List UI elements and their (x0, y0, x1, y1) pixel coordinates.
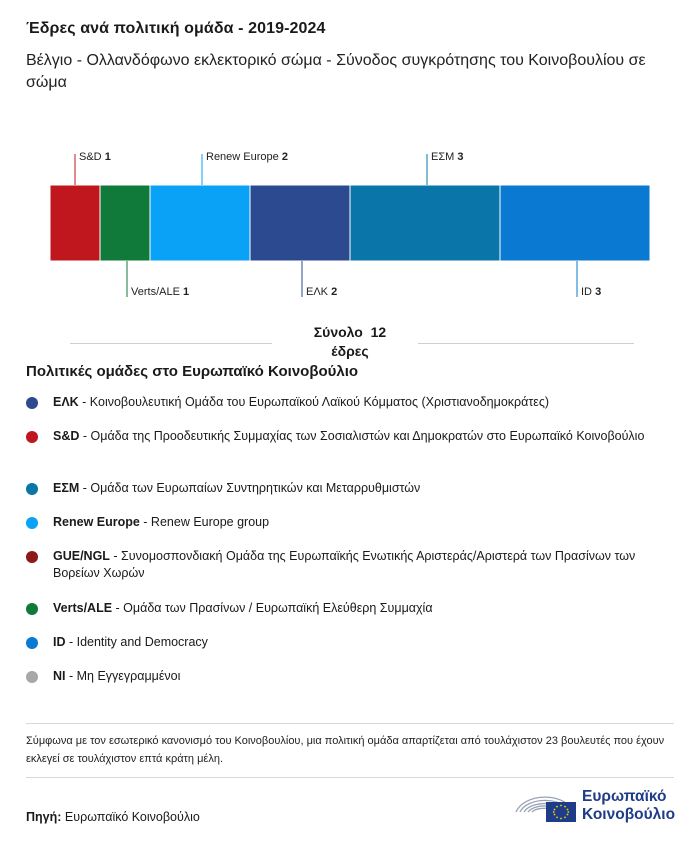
data-label-ελκ: ΕΛΚ 2 (306, 286, 338, 298)
total-value: 12 (370, 324, 387, 340)
total-label: Σύνολο (313, 324, 363, 340)
source (26, 810, 200, 824)
legend-item-renew-europe (26, 514, 683, 531)
legend-swatch (26, 671, 38, 683)
footnote: Σύμφωνα με τον εσωτερικό κανονισμό του Κοινοβουλίου, μια πολιτική ομάδα απαρτίζεται από τουλάχιστον 23 βουλευτές που έχουν εκλεγεί σε τουλάχιστον επτά κράτη μέλη. (26, 723, 674, 778)
bar-segment-εσμ (350, 185, 500, 261)
legend-name: - Ομάδα των Ευρωπαίων Συντηρητικών και Μεταρρυθμιστών (79, 481, 421, 495)
legend-item-gue-ngl (26, 548, 683, 582)
data-label-verts-ale: Verts/ALE 1 (131, 286, 190, 298)
legend-swatch (26, 483, 38, 495)
legend-abbr: ΕΛΚ (53, 395, 79, 409)
legend-name: - Κοινοβουλευτική Ομάδα του Ευρωπαϊκού Λαϊκού Κόμματος (Χριστιανοδημοκράτες) (78, 395, 550, 409)
legend-swatch (26, 637, 38, 649)
legend-item-s-d (26, 428, 683, 445)
logo-text-line2: Κοινοβούλιο (582, 806, 676, 823)
chart-subtitle: Βέλγιο - Ολλανδόφωνο εκλεκτορικό σώμα - Σύνοδος συγκρότησης του Κοινοβουλίου σε σώμα (26, 52, 646, 91)
data-label-εσμ: ΕΣΜ 3 (431, 151, 464, 163)
total-left-rule (70, 343, 272, 344)
bar-segment-renew-europe (150, 185, 250, 261)
bar-segment-verts-ale (100, 185, 150, 261)
legend-title: Πολιτικές ομάδες στο Ευρωπαϊκό Κοινοβούλιο (26, 363, 359, 380)
data-label-s-d: S&D 1 (79, 151, 111, 163)
legend-abbr: GUE/NGL (53, 549, 110, 563)
legend-item-verts-ale (26, 600, 683, 617)
legend-name: - Identity and Democracy (65, 635, 208, 649)
seat-bar-chart (0, 140, 700, 310)
legend-name: - Συνομοσπονδιακή Ομάδα της Ευρωπαϊκής Ενωτικής Αριστεράς/Αριστερά των Πρασίνων των Βορείων Χωρών (53, 549, 636, 580)
legend-item-id (26, 634, 683, 651)
legend-abbr: ID (53, 635, 66, 649)
source-value: Ευρωπαϊκό Κοινοβούλιο (64, 810, 200, 824)
legend-abbr: S&D (53, 429, 80, 443)
bar-segment-ελκ (250, 185, 350, 261)
bar-segment-s-d (50, 185, 100, 261)
legend-name: - Μη Εγγεγραμμένοι (65, 669, 181, 683)
chart-title: Έδρες ανά πολιτική ομάδα - 2019-2024 (26, 20, 326, 37)
legend-abbr: Verts/ALE (53, 601, 113, 615)
legend-abbr: Renew Europe (53, 515, 140, 529)
legend-name: - Ομάδα της Προοδευτικής Συμμαχίας των Σοσιαλιστών και Δημοκρατών στο Ευρωπαϊκό Κοινοβούλιο (79, 429, 645, 443)
data-label-id: ID 3 (581, 286, 602, 298)
legend-item-εσμ (26, 480, 683, 497)
data-label-renew-europe: Renew Europe 2 (206, 151, 288, 163)
legend-name: - Renew Europe group (139, 515, 270, 529)
legend-item-ελκ (26, 394, 683, 411)
legend-swatch (26, 551, 38, 563)
source-label: Πηγή: (26, 810, 62, 824)
total-seats (300, 323, 400, 361)
total-right-rule (418, 343, 634, 344)
bar-segment-id (500, 185, 650, 261)
legend-swatch (26, 603, 38, 615)
legend-swatch (26, 517, 38, 529)
logo-text-line1: Ευρωπαϊκό (582, 788, 667, 805)
legend-swatch (26, 431, 38, 443)
legend-name: - Ομάδα των Πρασίνων / Ευρωπαϊκή Ελεύθερη Συμμαχία (112, 601, 433, 615)
legend-abbr: NI (53, 669, 66, 683)
logo-text (582, 788, 675, 824)
total-unit: έδρες (331, 343, 369, 359)
legend-item-ni (26, 668, 683, 685)
legend-abbr: ΕΣΜ (53, 481, 80, 495)
legend-swatch (26, 397, 38, 409)
